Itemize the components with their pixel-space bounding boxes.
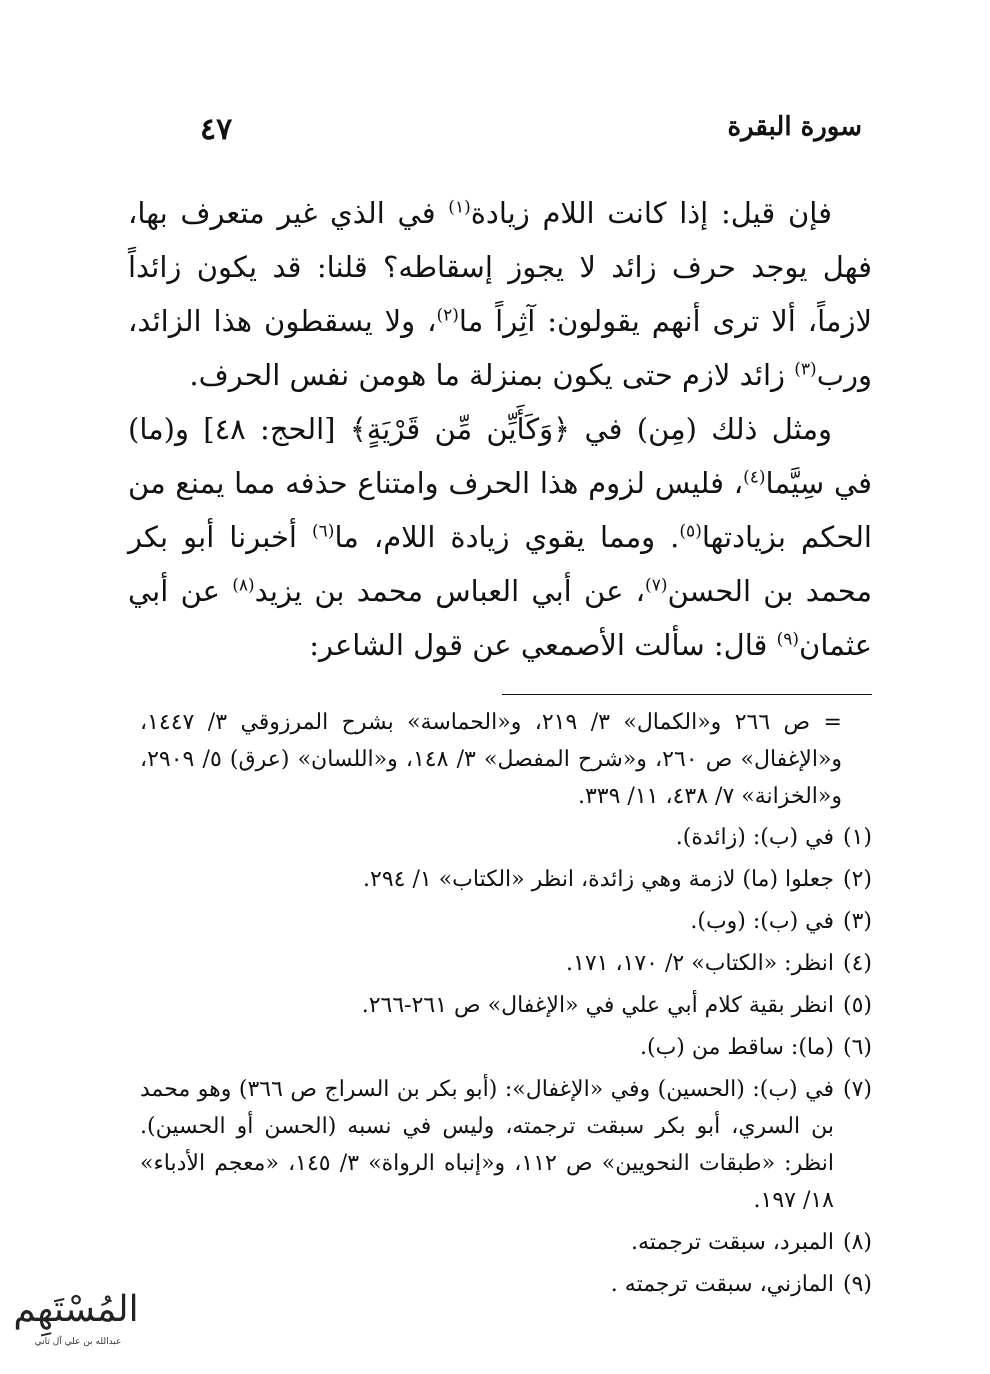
footnote-ref: (١) (448, 197, 471, 218)
footnote-number: (٦) (842, 1035, 872, 1060)
footnote-text: في (ب): (وب). (690, 909, 834, 934)
text-run: أخبرنا أبو بكر محمد بن الحسن (128, 520, 872, 608)
footnote-number: (٤) (842, 951, 872, 976)
footnote (140, 1266, 872, 1303)
text-run: ومثل ذلك (مِن) في ﴿وَكَأَيِّن مِّن قَرْيَةٍ﴾ [الحج: ٤٨] و(ما) في سِيَّما (128, 412, 873, 500)
footnote-text: انظر: «الكتاب» ٢/ ١٧٠، ١٧١. (566, 951, 834, 976)
text-run: عن أبي عثمان (128, 574, 872, 662)
text-run: ، فليس لزوم هذا الحرف وامتناع حذفه مما يمنع من الحكم بزيادتها (128, 466, 872, 554)
calligraphy-seal (8, 1284, 144, 1348)
footnote-number: (٣) (842, 909, 872, 934)
text-run: ، ولا يسقطون هذا الزائد، ورب (128, 304, 872, 392)
text-run: . ومما يقوي زيادة اللام، ما (334, 520, 680, 554)
footnote-text: جعلوا (ما) لازمة وهي زائدة، انظر «الكتاب» ١/ ٢٩٤. (363, 867, 834, 892)
footnote-ref: (٨) (232, 575, 255, 596)
footnote-number: (١) (842, 825, 872, 850)
paragraph (128, 402, 872, 672)
footnote (140, 861, 872, 898)
footnote-text: المازني، سبقت ترجمته . (610, 1272, 834, 1297)
footnote-ref: (٩) (776, 629, 800, 650)
footnote (140, 1029, 872, 1066)
footnote-text: في (ب): (زائدة). (675, 825, 834, 850)
page-number: ٤٧ (200, 112, 233, 147)
text-run: قال: سألت الأصمعي عن قول الشاعر: (309, 628, 777, 662)
text-run: في الذي غير متعرف بها، فهل يوجد حرف زائد لا يجوز إسقاطه؟ قلنا: قد يكون زائداً لازماً، ألا ترى أنهم يقولون: آثِراً ما (128, 196, 872, 338)
main-text (128, 186, 872, 672)
footnote-number: (٩) (842, 1272, 872, 1297)
footnote (140, 987, 872, 1024)
seal-mark: المُسْتَهِم (13, 1289, 139, 1330)
running-title: سورة البقرة (727, 112, 862, 142)
seal-caption: عبدالله بن علي آل ثاني (34, 1337, 122, 1347)
footnote-text: (ما): ساقط من (ب). (640, 1035, 834, 1060)
footnote (140, 1071, 872, 1219)
footnote-ref: (٦) (312, 521, 335, 542)
footnote-ref: (٥) (679, 521, 702, 542)
footnote-number: (٧) (842, 1077, 872, 1102)
footnote-separator (502, 694, 872, 695)
text-run: زائد لازم حتى يكون بمنزلة ما هومن نفس الحرف. (189, 358, 795, 392)
footnote-number: (٢) (842, 867, 872, 892)
text-run: فإن قيل: إذا كانت اللام زيادة (470, 196, 832, 230)
footnote (140, 1224, 872, 1261)
footnote-number: (٥) (842, 993, 872, 1018)
footnote-ref: (٧) (645, 575, 668, 596)
page-header (130, 112, 862, 152)
footnote (140, 903, 872, 940)
footnote-text: انظر بقية كلام أبي علي في «الإغفال» ص ٢٦١-٢٦٦. (361, 993, 834, 1018)
footnote-ref: (٤) (743, 467, 766, 488)
paragraph (128, 186, 872, 402)
footnote-ref: (٢) (436, 305, 459, 326)
text-run: ، عن أبي العباس محمد بن يزيد (254, 574, 646, 608)
footnote-continuation: = ص ٢٦٦ و«الكمال» ٣/ ٢١٩، و«الحماسة» بشرح المرزوقي ٣/ ١٤٤٧، و«الإغفال» ص ٢٦٠، و«شرح المفصل» ٣/ ١٤٨، و«اللسان» (عرق) ٥/ ٢٩٠٩، و«الخزانة» ٧/ ٤٣٨، ١١/ ٣٣٩. (140, 710, 843, 809)
footnote-text: في (ب): (الحسين) وفي «الإغفال»: (أبو بكر بن السراج ص ٣٦٦) وهو محمد بن السري، أبو بكر سبقت ترجمته، وليس في نسبه (الحسن أو الحسين). انظر: «طبقات النحويين» ص ١١٢، و«إنباه الرواة» ٣/ ١٤٥، «معجم الأدباء» ١٨/ ١٩٧. (140, 1077, 834, 1213)
footnotes (140, 704, 872, 1308)
footnote (140, 945, 872, 982)
footnote-ref: (٣) (794, 359, 817, 380)
footnote-number: (٨) (842, 1230, 872, 1255)
footnote (140, 819, 872, 856)
footnote-text: المبرد، سبقت ترجمته. (630, 1230, 834, 1255)
